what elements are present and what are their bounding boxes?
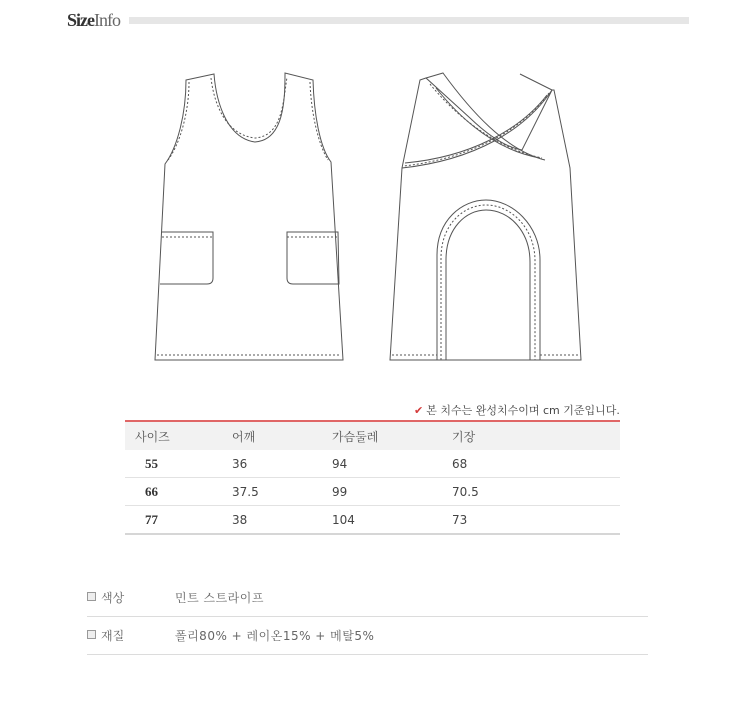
front-right-armhole-stitch <box>310 82 328 160</box>
table-row <box>125 478 620 506</box>
size-cell: 77 <box>125 506 231 535</box>
size-table <box>125 420 620 535</box>
header-chest: 가슴둘레 <box>331 421 451 450</box>
detail-value: 민트 스트라이프 <box>175 591 264 605</box>
left-pocket <box>160 232 213 284</box>
right-pocket <box>287 232 339 284</box>
length-cell: 73 <box>451 506 620 535</box>
back-opening-inner <box>446 210 530 360</box>
size-table-header <box>125 421 620 450</box>
header-size: 사이즈 <box>125 421 231 450</box>
garment-front-view <box>155 73 343 360</box>
header-shoulder: 어깨 <box>231 421 331 450</box>
shoulder-cell: 38 <box>231 506 331 535</box>
bullet-icon <box>87 630 96 639</box>
detail-label: 색상 <box>101 591 125 605</box>
length-cell: 70.5 <box>451 478 620 506</box>
bullet-icon <box>87 592 96 601</box>
size-cell: 55 <box>125 450 231 478</box>
detail-value: 폴리80% + 레이온15% + 메탈5% <box>175 629 375 643</box>
garment-back-view <box>390 73 581 360</box>
note-text: 본 치수는 완성치수이며 cm 기준입니다. <box>426 404 620 417</box>
chest-cell: 99 <box>331 478 451 506</box>
back-opening <box>437 200 540 360</box>
detail-label: 재질 <box>101 629 125 643</box>
back-opening-stitch <box>441 205 535 360</box>
back-outline <box>390 78 581 360</box>
back-strap-a-inner <box>436 88 540 158</box>
shoulder-cell: 36 <box>231 450 331 478</box>
measurement-note <box>414 402 620 418</box>
back-strap-b <box>402 74 552 168</box>
check-icon: ✔ <box>414 404 424 417</box>
back-cross-stitch-1 <box>430 84 542 158</box>
title-info: Info <box>94 10 120 30</box>
table-row <box>125 450 620 478</box>
detail-row-color <box>87 578 648 617</box>
detail-row-material <box>87 616 648 655</box>
length-cell: 68 <box>451 450 620 478</box>
header-length: 기장 <box>451 421 620 450</box>
front-outline <box>155 73 343 360</box>
chest-cell: 104 <box>331 506 451 535</box>
shoulder-cell: 37.5 <box>231 478 331 506</box>
size-cell: 66 <box>125 478 231 506</box>
table-row <box>125 506 620 535</box>
title-size: Size <box>67 10 94 30</box>
chest-cell: 94 <box>331 450 451 478</box>
